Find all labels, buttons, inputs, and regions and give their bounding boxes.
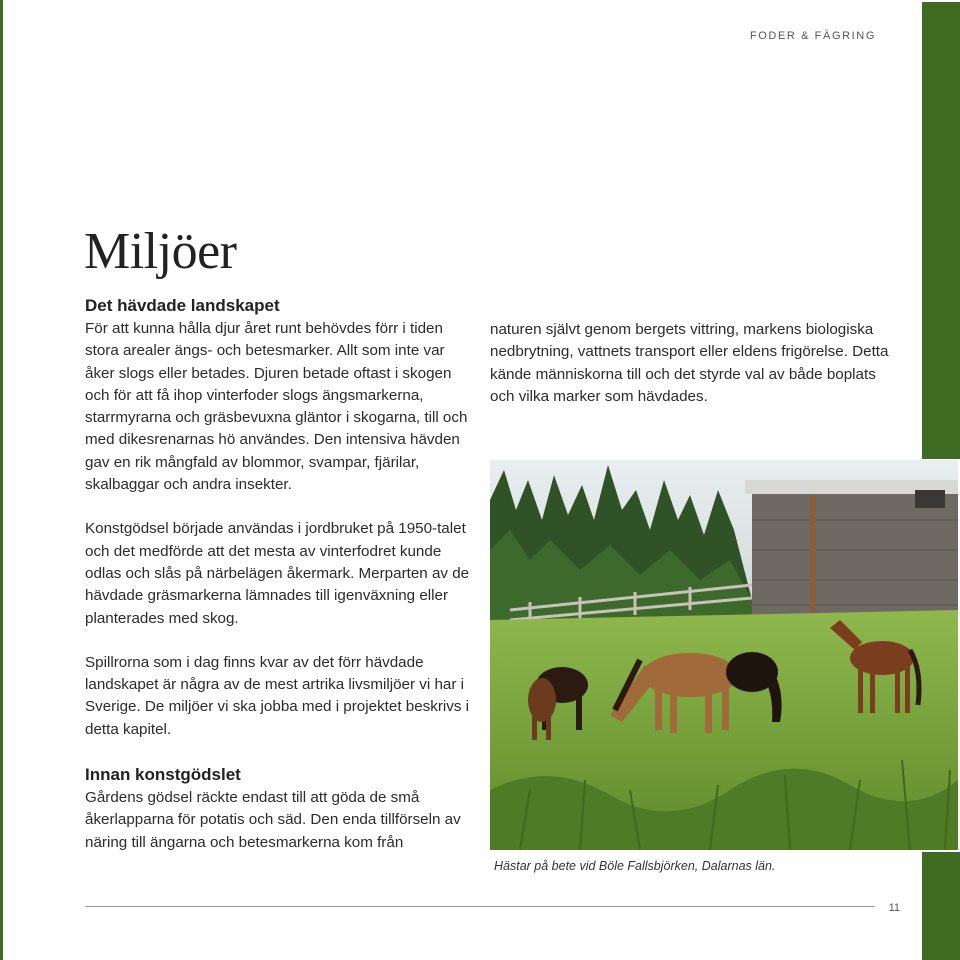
footer-rule	[85, 906, 875, 907]
right-accent-bar-bottom	[922, 852, 960, 960]
section-heading-hevdade: Det hävdade landskapet	[85, 296, 280, 315]
paragraph-continuation: naturen självt genom bergets vittring, markens biologiska nedbrytning, vattnets transport eller eldens frigörelse. Detta kände människorna till och det styrde val av både boplats och vilka marker som hävdades.	[490, 321, 889, 405]
left-edge-bar	[0, 0, 3, 960]
running-header: FODER & FÄGRING	[749, 30, 876, 42]
horses-photo-illustration	[490, 460, 958, 850]
paragraph-2: Konstgödsel började användas i jordbruket på 1950-talet och det medförde att det mesta av vinterfodret kunde odlas och slås på närbelägen åkermark. Merparten av de hävdade gräsmarkerna lämnades till igenväxning eller planterades med skog.	[85, 520, 470, 627]
paragraph-3: Spillrorna som i dag finns kvar av det förr hävdade landskapet är några av de mest artrika livsmiljöer vi har i Sverige. De miljöer vi ska jobba med i projektet beskrivs i detta kapitel.	[85, 653, 470, 738]
page-number: 11	[888, 902, 900, 914]
photo-caption: Hästar på bete vid Böle Fallsbjörken, Dalarnas län.	[494, 859, 776, 873]
page-title: Miljöer	[84, 223, 237, 280]
right-accent-bar-top	[922, 2, 960, 459]
paragraph-1: För att kunna hålla djur året runt behövdes förr i tiden stora arealer ängs- och betesmarker. Allt som inte var åker slogs eller betades. Djuren betade oftast i skogen och för att få ihop vinterfoder slogs ängsmarkerna, starrmyrarna och gräsbevuxna gläntor i skogarna, till och med dikesrenarnas hö användes. Den intensiva hävden gav en rik mångfald av blommor, svampar, fjärilar, skalbaggar och andra insekter.	[85, 320, 468, 494]
left-column	[85, 294, 475, 854]
horses-photo	[490, 460, 958, 850]
section-heading-konstgodslet: Innan konstgödslet	[85, 765, 241, 785]
right-column	[490, 319, 890, 408]
paragraph-4: Gårdens gödsel räckte endast till att göda de små åkerlapparna för potatis och säd. Den enda tillförseln av näring till ängarna och betesmarkerna kom från	[85, 789, 461, 851]
